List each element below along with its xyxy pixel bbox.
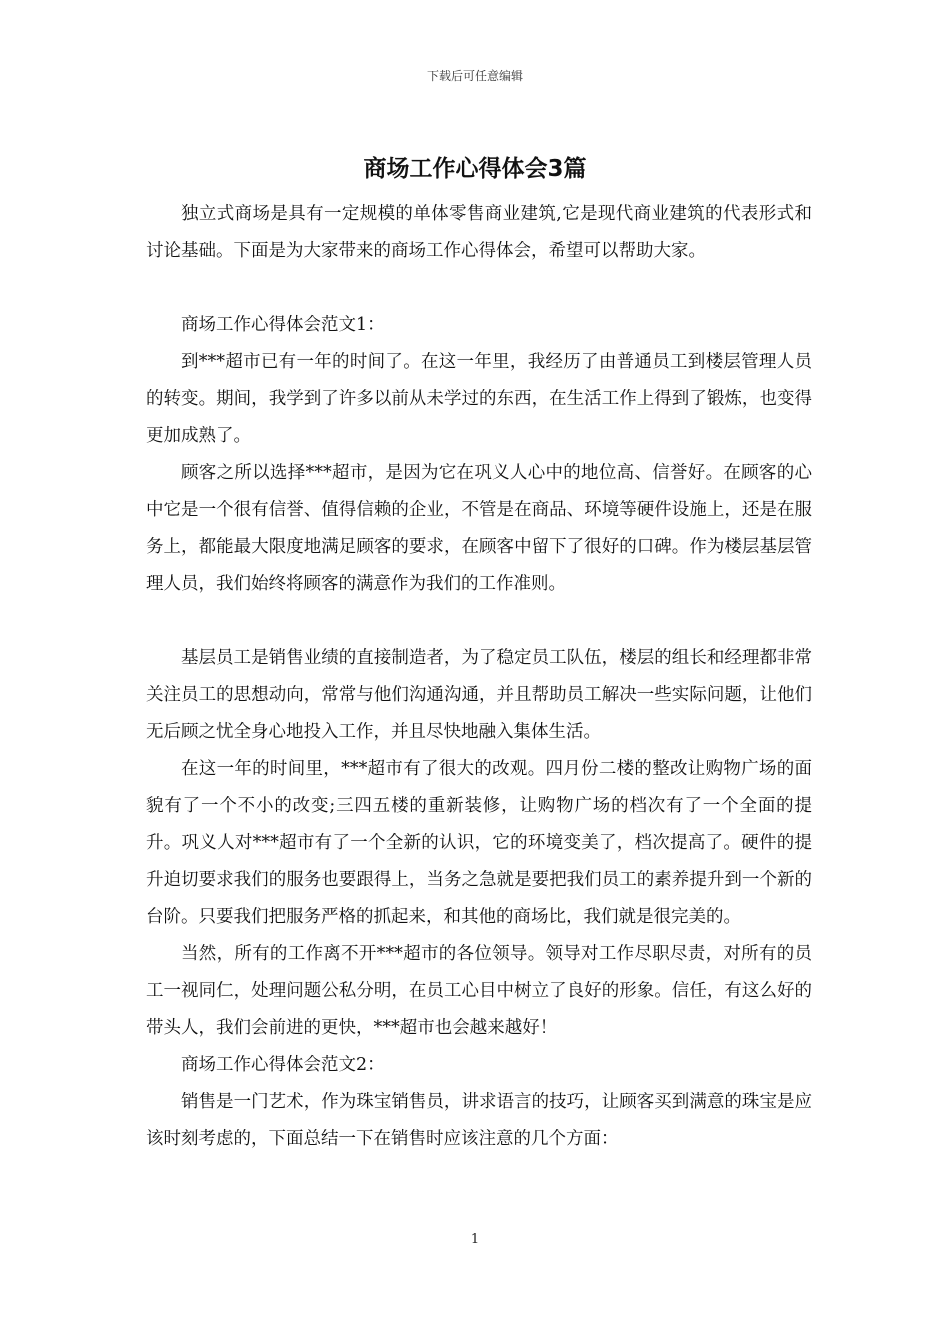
page-header: 下载后可任意编辑	[426, 69, 523, 83]
document-body	[146, 196, 812, 1158]
section-heading-2: 商场工作心得体会范文2：	[181, 1055, 385, 1075]
section-heading-1: 商场工作心得体会范文1：	[181, 315, 385, 335]
body-paragraph: 到***超市已有一年的时间了。在这一年里，我经历了由普通员工到楼层管理人员的转变。期间，我学到了许多以前从未学过的东西，在生活工作上得到了锻炼，也变得更加成熟了。	[146, 352, 812, 446]
body-paragraph: 销售是一门艺术，作为珠宝销售员，讲求语言的技巧，让顾客买到满意的珠宝是应该时刻考虑的，下面总结一下在销售时应该注意的几个方面：	[146, 1092, 812, 1149]
page-number: 1	[470, 1232, 480, 1247]
paragraph-spacer	[146, 270, 812, 307]
body-paragraph: 基层员工是销售业绩的直接制造者，为了稳定员工队伍，楼层的组长和经理都非常关注员工的思想动向，常常与他们沟通沟通，并且帮助员工解决一些实际问题，让他们无后顾之忧全身心地投入工作，并且尽快地融入集体生活。	[146, 648, 812, 742]
body-paragraph: 在这一年的时间里，***超市有了很大的改观。四月份二楼的整改让购物广场的面貌有了一个不小的改变;三四五楼的重新装修，让购物广场的档次有了一个全面的提升。巩义人对***超市有了一个全新的认识，它的环境变美了，档次提高了。硬件的提升迫切要求我们的服务也要跟得上，当务之急就是要把我们员工的素养提升到一个新的台阶。只要我们把服务严格的抓起来，和其他的商场比，我们就是很完美的。	[146, 759, 812, 927]
document-title: 商场工作心得体会3篇	[363, 156, 587, 182]
paragraph-spacer	[146, 603, 812, 640]
body-paragraph: 当然，所有的工作离不开***超市的各位领导。领导对工作尽职尽责，对所有的员工一视同仁，处理问题公私分明，在员工心目中树立了良好的形象。信任，有这么好的带头人，我们会前进的更快，***超市也会越来越好！	[146, 944, 812, 1038]
body-paragraph: 顾客之所以选择***超市，是因为它在巩义人心中的地位高、信誉好。在顾客的心中它是一个很有信誉、值得信赖的企业，不管是在商品、环境等硬件设施上，还是在服务上，都能最大限度地满足顾客的要求，在顾客中留下了很好的口碑。作为楼层基层管理人员，我们始终将顾客的满意作为我们的工作准则。	[146, 463, 812, 594]
intro-paragraph: 独立式商场是具有一定规模的单体零售商业建筑,它是现代商业建筑的代表形式和讨论基础。下面是为大家带来的商场工作心得体会，希望可以帮助大家。	[146, 204, 812, 261]
